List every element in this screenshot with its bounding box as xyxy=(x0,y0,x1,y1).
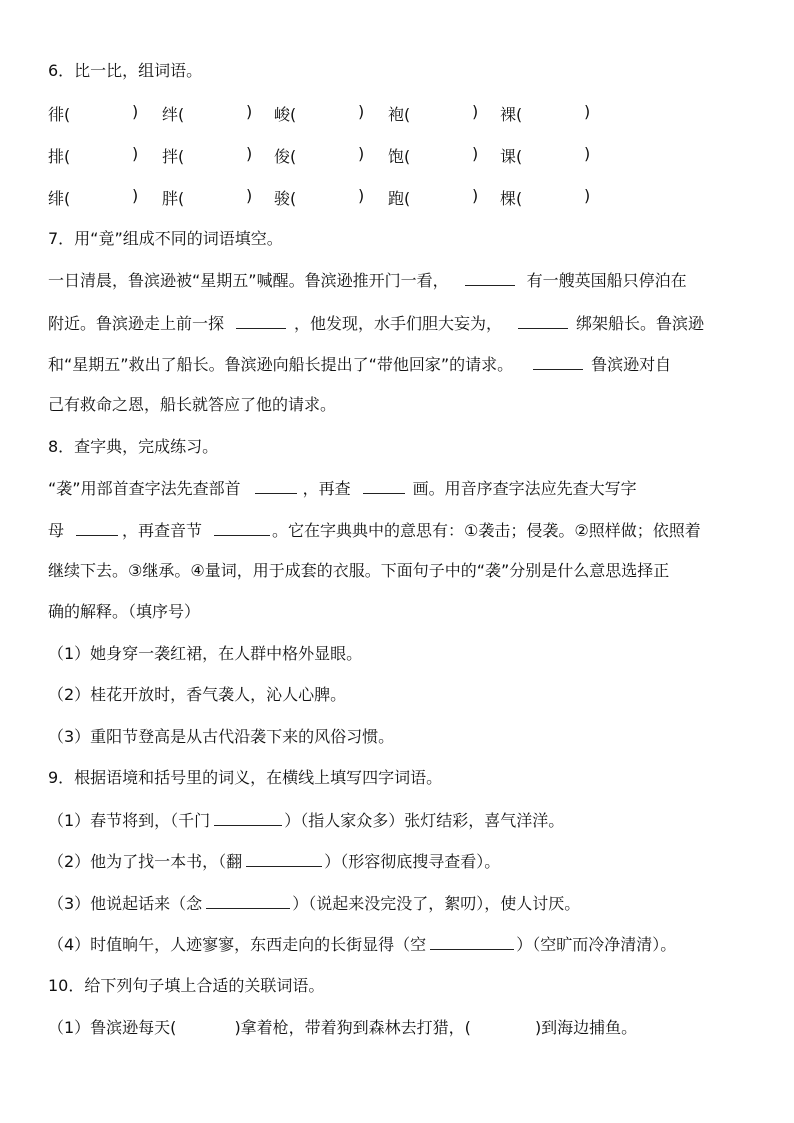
q9-blank-4[interactable] xyxy=(430,933,514,950)
q7-l1-text-b: 有一艘英国船只停泊在 xyxy=(526,271,687,290)
q6-r1-c4-close: ) xyxy=(472,102,479,121)
q9-sentence-1 xyxy=(48,809,564,832)
q6-r2-c2-close: ) xyxy=(246,144,253,163)
q8-line-3: 继续下去。③继承。④量词，用于成套的衣服。下面句子中的“袭”分别是什么意思选择正 xyxy=(48,561,670,580)
q6-r3-c4-open: 跑( xyxy=(388,189,411,208)
q8-l2-text-a: 母 xyxy=(48,521,65,540)
q9-s4-text-a: （4）时值晌午，人迹寥寥，东西走向的长街显得（空 xyxy=(48,935,427,954)
q8-blank-syllable[interactable] xyxy=(214,519,270,536)
q7-blank-3[interactable] xyxy=(518,312,568,329)
q8-line-4: 确的解释。（填序号） xyxy=(48,602,201,621)
q10-title: 10．给下列句子填上合适的关联词语。 xyxy=(48,976,325,995)
q8-blank-radical[interactable] xyxy=(255,477,297,494)
q8-line-2 xyxy=(48,519,701,542)
q10-sentence-1 xyxy=(48,1017,637,1039)
q9-sentence-3 xyxy=(48,892,580,915)
q10-s1-text-a: （1）鲁滨逊每天( xyxy=(48,1018,177,1037)
q7-blank-4[interactable] xyxy=(533,353,583,370)
q6-r2-c4-close: ) xyxy=(472,144,479,163)
q7-line-4: 己有救命之恩，船长就答应了他的请求。 xyxy=(48,395,337,414)
q7-line-3 xyxy=(48,353,671,376)
q8-l2-text-c: 。它在字典典中的意思有：①袭击；侵袭。②照样做；依照着 xyxy=(272,521,701,540)
q6-r1-c3-open: 峻( xyxy=(274,105,297,124)
q6-title: 6．比一比，组词语。 xyxy=(48,61,203,80)
q8-line-1 xyxy=(48,477,637,500)
q6-r1-c5-close: ) xyxy=(584,102,591,121)
q9-blank-1[interactable] xyxy=(214,809,282,826)
q7-line-1 xyxy=(48,269,687,292)
q6-r2-c3-close: ) xyxy=(358,144,365,163)
q8-l2-text-b: ，再查音节 xyxy=(122,521,203,540)
q7-blank-2[interactable] xyxy=(236,312,286,329)
q7-l2-text-b: ，他发现，水手们胆大妄为， xyxy=(294,314,503,333)
q8-l1-text-a: “袭”用部首查字法先查部首 xyxy=(48,479,241,498)
q6-r2-c1-open: 排( xyxy=(48,147,71,166)
q7-l3-text-b: 鲁滨逊对自 xyxy=(591,355,672,374)
q9-blank-3[interactable] xyxy=(206,892,290,909)
q6-r2-c4-open: 饱( xyxy=(388,147,411,166)
q6-r2-c5-open: 课( xyxy=(500,147,523,166)
q8-l1-text-b: ，再查 xyxy=(302,479,351,498)
q6-r3-c3-open: 骏( xyxy=(274,189,297,208)
q9-title: 9．根据语境和括号里的词义，在横线上填写四字词语。 xyxy=(48,768,443,787)
q6-r1-c5-open: 裸( xyxy=(500,105,523,124)
q8-title: 8．查字典，完成练习。 xyxy=(48,437,219,456)
q9-blank-2[interactable] xyxy=(246,850,322,867)
q8-sentence-3: （3）重阳节登高是从古代沿袭下来的风俗习惯。 xyxy=(48,727,395,746)
q7-title: 7．用“竟”组成不同的词语填空。 xyxy=(48,229,283,248)
q6-r3-c1-open: 绯( xyxy=(48,189,71,208)
q7-l2-text-a: 附近。鲁滨逊走上前一探 xyxy=(48,314,225,333)
q8-blank-letter[interactable] xyxy=(76,519,118,536)
q9-s1-text-a: （1）春节将到，（千门 xyxy=(48,811,211,830)
q6-r1-c1-open: 徘( xyxy=(48,105,71,124)
q7-l3-text-a: 和“星期五”救出了船长。鲁滨逊向船长提出了“带他回家”的请求。 xyxy=(48,355,514,374)
q6-r3-c3-close: ) xyxy=(358,186,365,205)
q9-s3-text-b: ）（说起来没完没了，絮叨），使人讨厌。 xyxy=(292,894,581,913)
q6-r3-c2-close: ) xyxy=(246,186,253,205)
q9-s4-text-b: ）（空旷而冷净清清）。 xyxy=(516,935,677,954)
q6-r2-c1-close: ) xyxy=(132,144,139,163)
q8-sentence-1: （1）她身穿一袭红裙，在人群中格外显眼。 xyxy=(48,644,363,663)
q8-l1-text-c: 画。用音序查字法应先查大写字 xyxy=(412,479,637,498)
q6-r1-c3-close: ) xyxy=(358,102,365,121)
q7-line-2 xyxy=(48,312,704,335)
q9-s1-text-b: ）（指人家众多）张灯结彩，喜气洋洋。 xyxy=(284,811,565,830)
q6-r3-c5-close: ) xyxy=(584,186,591,205)
q9-sentence-4 xyxy=(48,933,676,956)
q8-sentence-2: （2）桂花开放时，香气袭人，沁人心脾。 xyxy=(48,685,347,704)
q6-r1-c4-open: 袍( xyxy=(388,105,411,124)
q6-r1-c2-open: 绊( xyxy=(162,105,185,124)
q6-r3-c1-close: ) xyxy=(132,186,139,205)
q10-s1-text-c: )到海边捕鱼。 xyxy=(534,1018,638,1037)
q9-s2-text-a: （2）他为了找一本书，（翻 xyxy=(48,852,243,871)
q7-blank-1[interactable] xyxy=(465,269,515,286)
q6-r3-c2-open: 胖( xyxy=(162,189,185,208)
q9-s2-text-b: ）（形容彻底搜寻查看）。 xyxy=(324,852,501,871)
q9-sentence-2 xyxy=(48,850,500,873)
q6-r2-c2-open: 拌( xyxy=(162,147,185,166)
q6-r2-c5-close: ) xyxy=(584,144,591,163)
q9-s3-text-a: （3）他说起话来（念 xyxy=(48,894,203,913)
q6-r2-c3-open: 俊( xyxy=(274,147,297,166)
q6-r3-c5-open: 棵( xyxy=(500,189,523,208)
q8-blank-strokes[interactable] xyxy=(363,477,405,494)
q6-r3-c4-close: ) xyxy=(472,186,479,205)
q7-l2-text-c: 绑架船长。鲁滨逊 xyxy=(576,314,705,333)
q6-r1-c2-close: ) xyxy=(246,102,253,121)
q10-s1-text-b: )拿着枪，带着狗到森林去打猎，( xyxy=(234,1018,471,1037)
q6-r1-c1-close: ) xyxy=(132,102,139,121)
q7-l1-text-a: 一日清晨，鲁滨逊被“星期五”喊醒。鲁滨逊推开门一看， xyxy=(48,271,449,290)
